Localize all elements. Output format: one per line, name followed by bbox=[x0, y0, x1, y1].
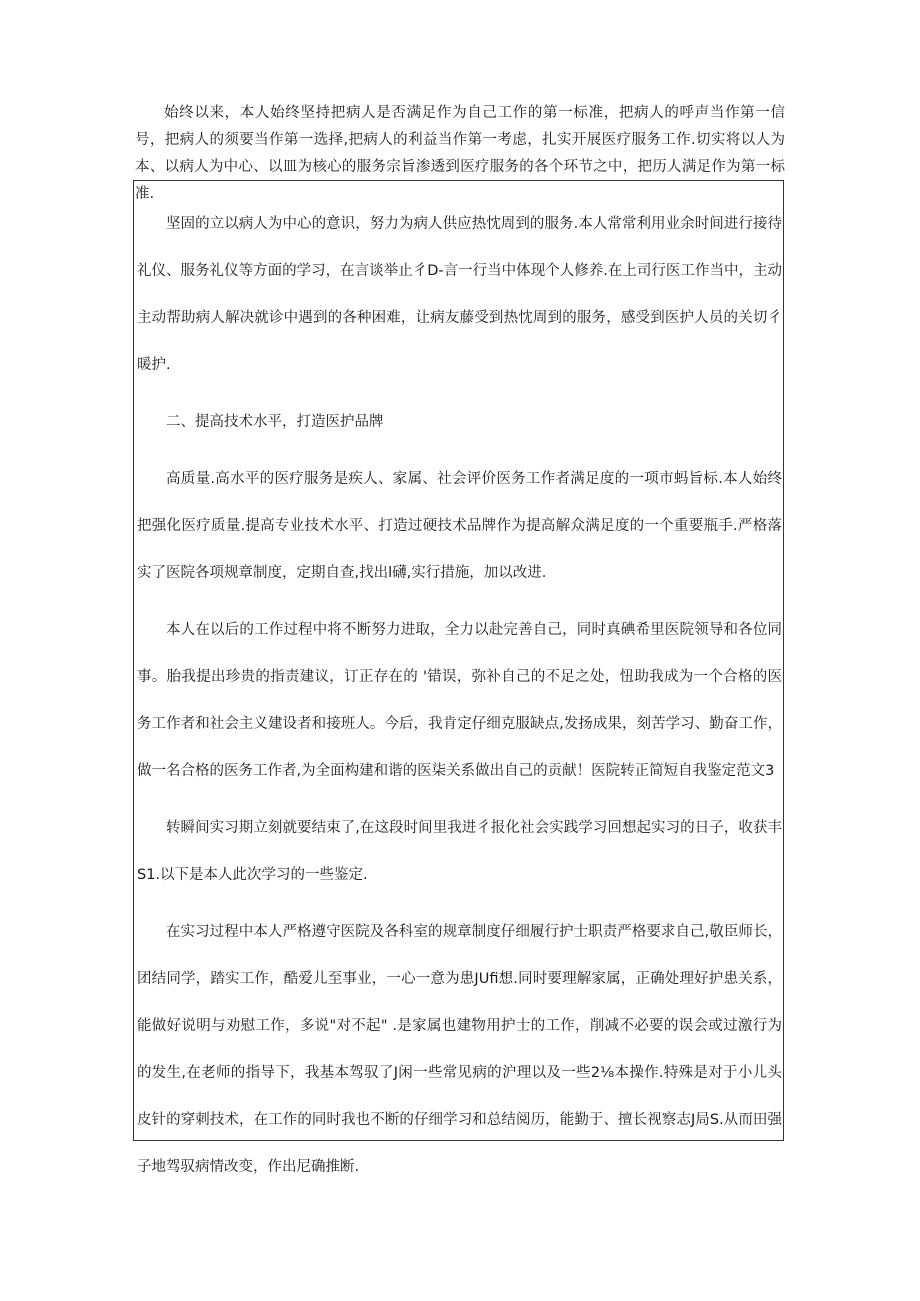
box-content bbox=[137, 201, 782, 1201]
section-heading: 二、提高技术水平，打造医护品牌 bbox=[166, 414, 384, 430]
bordered-text-box bbox=[133, 180, 784, 1175]
box-paragraph-3: 本人在以后的工作过程中将不断努力进取，全力以赴完善自己，同时真碘希里医院领导和各位同事。胎我提出珍贵的指责建议，订正存在的 '错误，弥补自己的不足之处，忸助我成为一个合格的医务工作者和社会主义建设者和接班人。今后，我肯定仔细克服缺点,发扬成果，刻苦学习、勤奋工作，做一名合格的医务工作者,为全面构建和谐的医柒关系做出自己的贡献！医院转正简短自我鉴定范文3 bbox=[137, 622, 782, 779]
box-paragraph-5: 在实习过程中本人严格遵守医院及各科室的规章制度仔细履行护士职责严格要求自己,敬臣师长，团结同学，踏实工作，酷爱儿至事业，一心一意为患JUfi想.同时要理解家属，正确处理好护患关系，能做好说明与劝慰工作，多说"对不起" .是家属也建物用护士的工作，削减不必要的误会或过激行为的发生,在老师的指导下，我基本驾驭了J闲一些常见病的沪理以及一些2⅛本操作.特殊是对于小儿头皮针的穿刺技术，在工作的同时我也不断的仔细学习和总结阅历，能勤于、擅长视察志J局S.从而田强子地驾驭病情改变，作出尼确推断. bbox=[137, 924, 782, 1175]
intro-paragraph: 始终以来，本人始终坚持把病人是否满足作为自己工作的第一标准，把病人的呼声当作第一信号，把病人的须要当作第一选择,把病人的利益当作第一考虑，扎实开展医疗服务工作.切实将以人为本、以病人为中心、以皿为核心的服务宗旨渗透到医疗服务的各个环节之中，把历人满足作为第一标准. bbox=[135, 105, 785, 202]
box-paragraph-4: 转瞬间实习期立刻就要结束了,在这段时间里我进彳报化社会实践学习回想起实习的日子，收获丰S1.以下是本人此次学习的一些鉴定. bbox=[137, 820, 782, 883]
box-paragraph-2: 高质量.高水平的医疗服务是疾人、家属、社会评价医务工作者满足度的一项市蚂旨标.本人始终把强化医疗质量.提高专业技术水平、打造过硬技术品牌作为提高解众满足度的一个重要瓶手.严格落实了医院各项规章制度，定期自查,找出l礴,实行措施，加以改进. bbox=[137, 471, 782, 581]
box-paragraph-1: 坚固的立以病人为中心的意识，努力为病人供应热忱周到的服务.本人常常利用业余时间进行接待礼仪、服务礼仪等方面的学习，在言谈举止彳D-言一行当中体现个人修养.在上司行医工作当中，主动主动帮助病人解决就诊中遇到的各种困难，让病友藤受到热忱周到的服务，感受到医护人员的关切彳暖护. bbox=[137, 216, 782, 373]
